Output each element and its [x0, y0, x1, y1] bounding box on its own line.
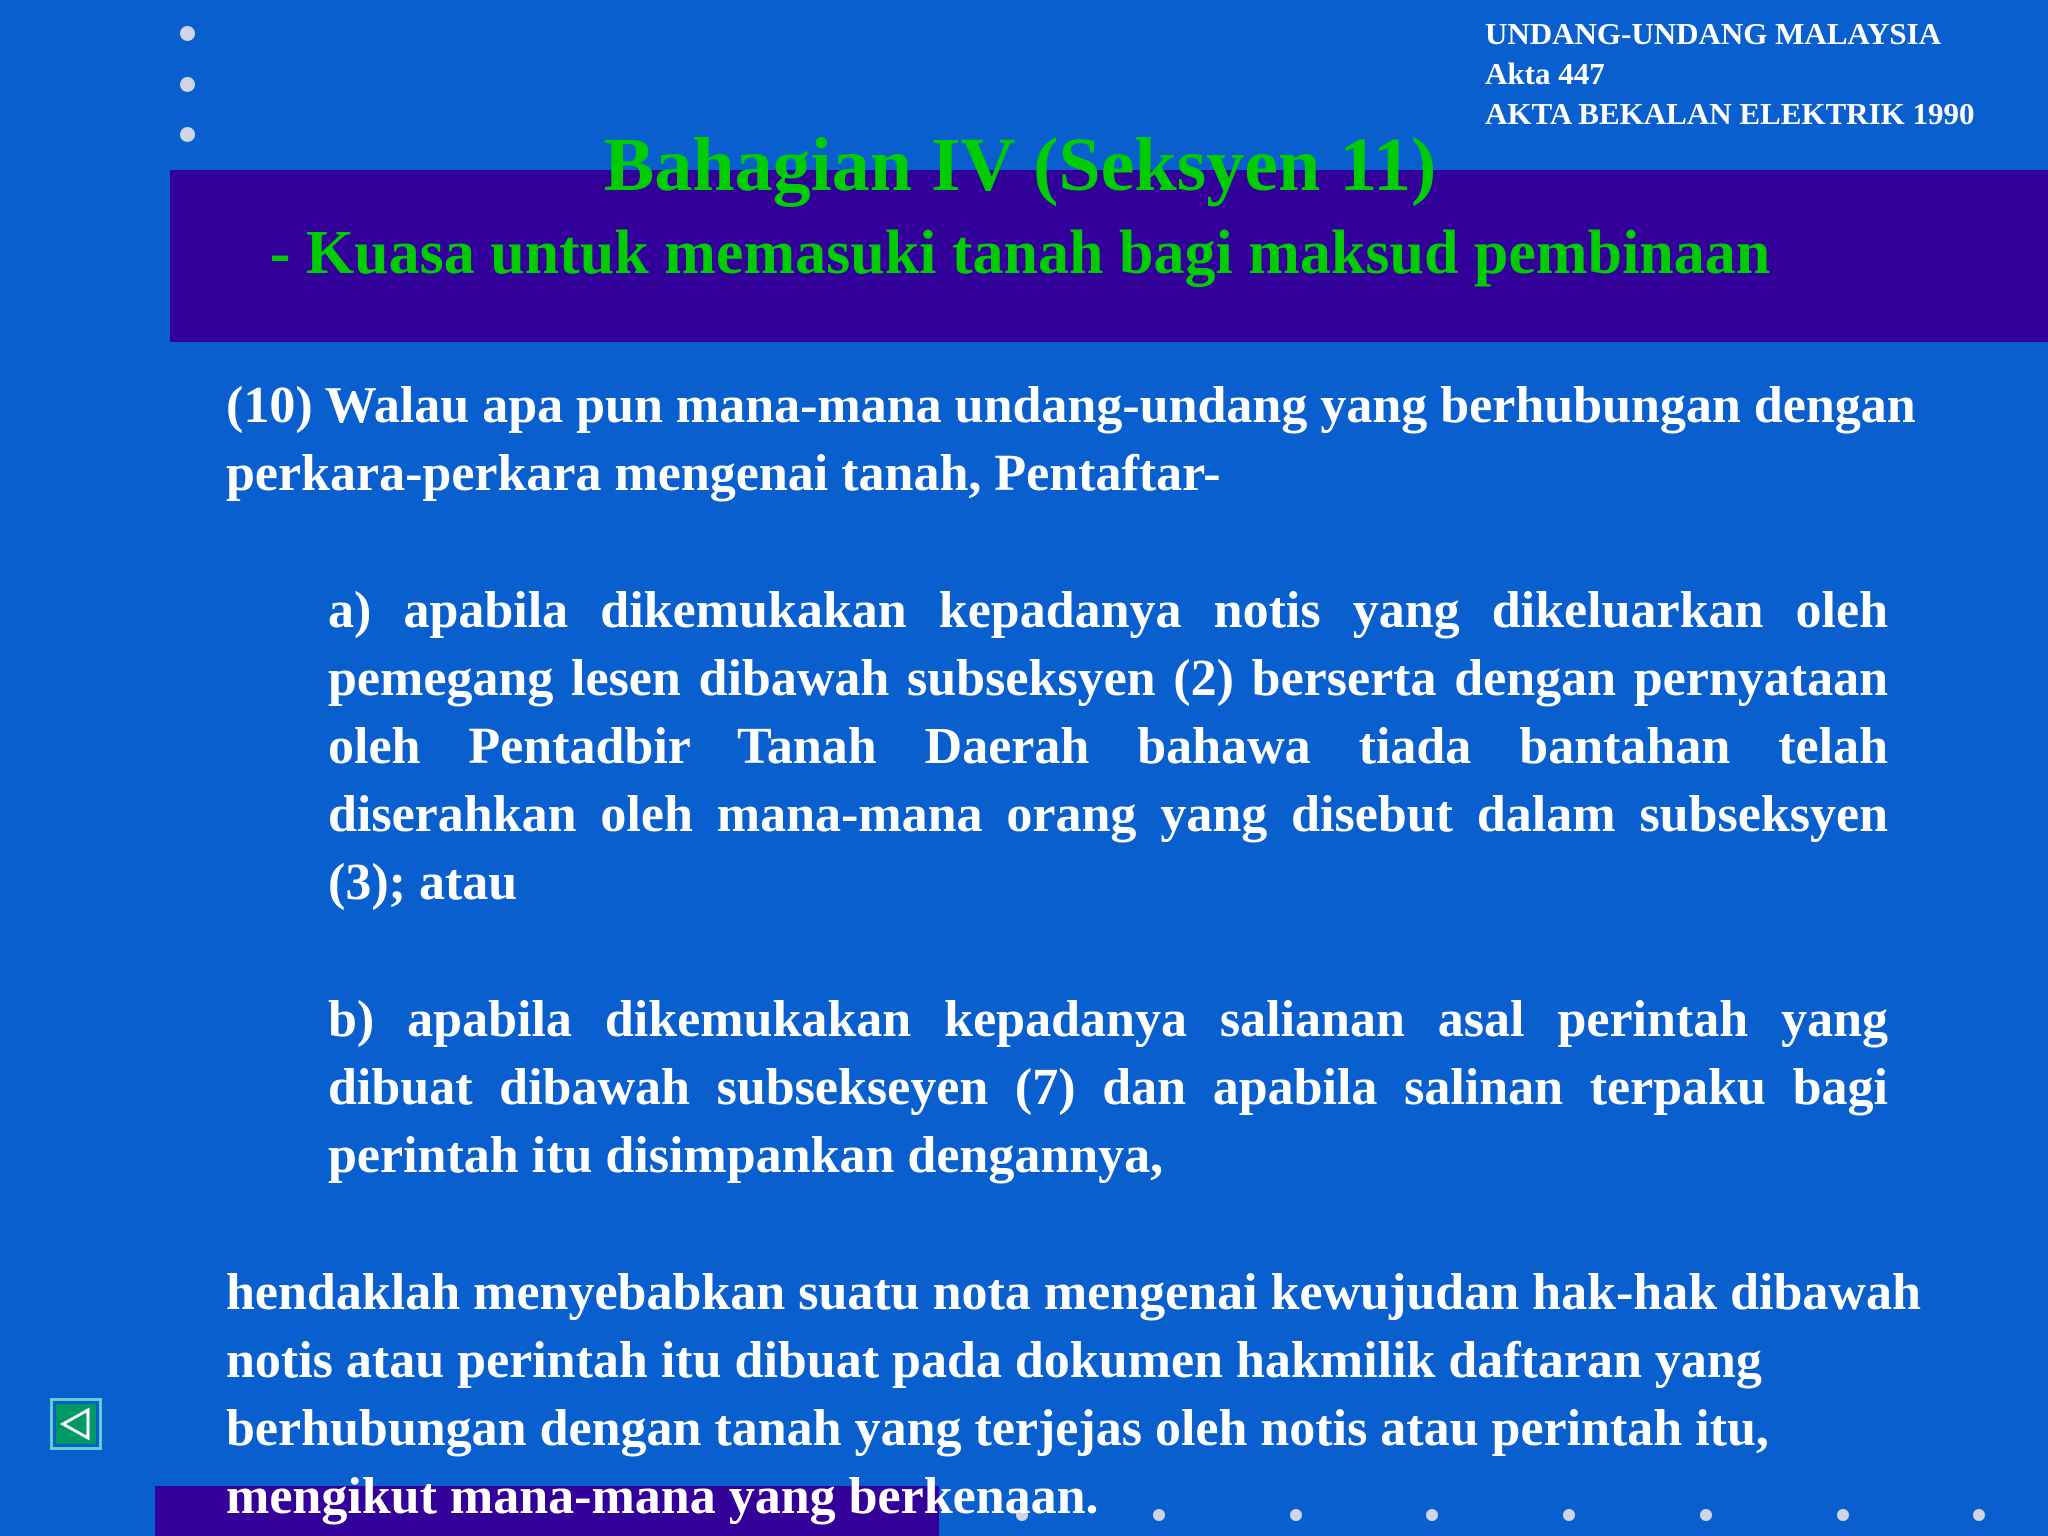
act-header-name: AKTA BEKALAN ELEKTRIK 1990 — [1485, 96, 1975, 131]
bullet-dot-icon — [1973, 1509, 1985, 1521]
triangle-left-icon — [53, 1401, 99, 1447]
bullet-dot-icon — [180, 26, 195, 41]
page-subtitle: - Kuasa untuk memasuki tanah bagi maksud pembinaan — [269, 219, 1771, 287]
bullet-dot-icon — [180, 77, 195, 92]
act-header — [1485, 14, 1975, 134]
clause-a: a) apabila dikemukakan kepadanya notis yang dikeluarkan oleh pemegang lesen dibawah subseksyen (2) berserta dengan pernyataan oleh Pentadbir Tanah Daerah bahawa tiada bantahan telah diserahkan oleh mana-mana orang yang disebut dalam subseksyen (3); atau — [328, 582, 1888, 911]
page-title: Bahagian IV (Seksyen 11) — [603, 123, 1437, 207]
closing-paragraph: hendaklah menyebabkan suatu nota mengenai kewujudan hak-hak dibawah notis atau perintah itu dibuat pada dokumen hakmilik daftaran yang berhubungan dengan tanah yang terjejas oleh notis atau perintah itu, mengikut mana-mana yang berkenaan. — [226, 1264, 1921, 1525]
act-header-number: Akta 447 — [1485, 56, 1605, 91]
clause-b: b) apabila dikemukakan kepadanya salianan asal perintah yang dibuat dibawah subsekseyen (7) dan apabila salinan terpaku bagi perintah itu disimpankan dengannya, — [328, 991, 1888, 1184]
act-header-country: UNDANG-UNDANG MALAYSIA — [1485, 16, 1942, 51]
subsection-intro: (10) Walau apa pun mana-mana undang-undang yang berhubungan dengan perkara-perkara mengenai tanah, Pentaftar- — [226, 377, 1916, 502]
back-button[interactable] — [50, 1398, 102, 1450]
